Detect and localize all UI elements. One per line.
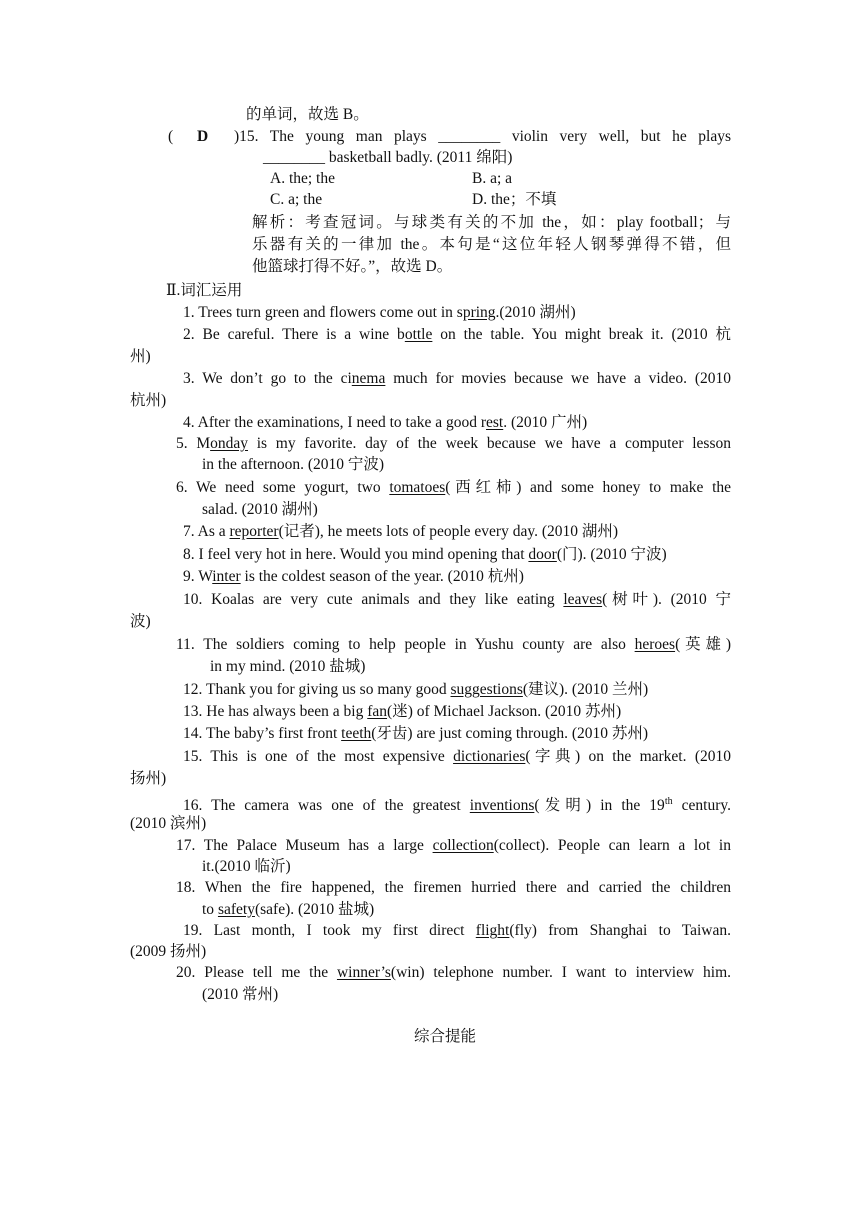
list-item-wrap: 杭州) [130, 392, 167, 409]
list-item: 8. I feel very hot in here. Would you mind opening that door(门). (2010 宁波) [183, 546, 667, 563]
q15-answer: D [197, 128, 209, 145]
q15-explanation-3: 他篮球打得不好。”，故选 D。 [252, 258, 453, 275]
q15-explanation-2: 乐器有关的一律加 the。本句是“这位年轻人钢琴弹得不错，但 [252, 236, 731, 253]
list-item: 5. Monday is my favorite. day of the week because we have a computer lesson [176, 435, 731, 452]
answer-word: heroes [634, 636, 676, 653]
list-item: 12. Thank you for giving us so many good suggestions(建议). (2010 兰州) [183, 681, 649, 698]
answer-word: tomatoes [389, 479, 446, 496]
option-b: B. a; a [472, 170, 513, 187]
answer-word: reporter [229, 523, 279, 540]
answer-word: pring [462, 304, 496, 321]
answer-word: winner’s [336, 964, 391, 981]
list-item-wrap: in the afternoon. (2010 宁波) [202, 456, 385, 473]
list-item: 20. Please tell me the winner’s(win) telephone number. I want to interview him. [176, 964, 731, 981]
list-item-wrap: 波) [130, 613, 151, 630]
answer-word: door [528, 546, 557, 563]
list-item: 18. When the fire happened, the firemen hurried there and carried the children [176, 879, 731, 896]
list-item: 3. We don’t go to the cinema much for movies because we have a video. (2010 [183, 370, 731, 387]
list-item-wrap: 州) [130, 348, 151, 365]
answer-word: dictionaries [453, 748, 526, 765]
list-item-wrap: it.(2010 临沂) [202, 858, 291, 875]
list-item: 2. Be careful. There is a wine bottle on the table. You might break it. (2010 杭 [183, 326, 731, 343]
list-item-wrap: to safety(safe). (2010 盐城) [202, 901, 375, 918]
list-item-wrap: (2010 常州) [202, 986, 279, 1003]
answer-paren-open: ( [168, 128, 174, 145]
list-item: 19. Last month, I took my first direct flight(fly) from Shanghai to Taiwan. [183, 922, 732, 939]
list-item: 1. Trees turn green and flowers come out in spring.(2010 湖州) [183, 304, 576, 321]
list-item: 13. He has always been a big fan(迷) of Michael Jackson. (2010 苏州) [183, 703, 622, 720]
answer-word: leaves [563, 591, 603, 608]
answer-word: teeth [341, 725, 372, 742]
list-item-wrap: 扬州) [130, 770, 167, 787]
list-item: 6. We need some yogurt, two tomatoes(西红柿) and some honey to make the [176, 479, 732, 496]
option-a: A. the; the [270, 170, 335, 187]
list-item-wrap: salad. (2010 湖州) [202, 501, 318, 518]
q15-stem: )15. The young man plays ________ violin very well, but he plays [234, 128, 731, 145]
list-item: 7. As a reporter(记者), he meets lots of people every day. (2010 湖州) [183, 523, 619, 540]
answer-word: collection [432, 837, 494, 854]
answer-word: flight [475, 922, 510, 939]
list-item: 10. Koalas are very cute animals and they like eating leaves(树叶). (2010 宁 [183, 591, 731, 608]
list-item: 9. Winter is the coldest season of the year. (2010 杭州) [183, 568, 524, 585]
list-item: 14. The baby’s first front teeth(牙齿) are just coming through. (2010 苏州) [183, 725, 649, 742]
section-title: Ⅱ.词汇运用 [166, 282, 243, 299]
answer-word: inventions [469, 797, 535, 815]
list-item-wrap: (2009 扬州) [130, 943, 207, 960]
section-heading: 综合提能 [414, 1028, 477, 1045]
answer-word: nema [351, 370, 386, 387]
list-item-wrap: in my mind. (2010 盐城) [210, 658, 366, 675]
list-item: 16. The camera was one of the greatest inventions(发明) in the 19th century. [183, 796, 731, 815]
answer-word: inter [212, 568, 241, 585]
answer-word: safety [217, 901, 255, 918]
answer-word: est [486, 414, 504, 431]
explanation-continuation: 的单词，故选 B。 [246, 106, 369, 123]
list-item: 11. The soldiers coming to help people in Yushu county are also heroes(英雄) [176, 636, 732, 653]
answer-word: suggestions [450, 681, 523, 698]
answer-word: onday [210, 435, 249, 452]
answer-word: ottle [404, 326, 433, 343]
list-item-wrap: (2010 滨州) [130, 815, 207, 832]
option-d: D. the；不填 [472, 191, 557, 208]
q15-stem-line2: ________ basketball badly. (2011 绵阳) [263, 149, 513, 166]
option-c: C. a; the [270, 191, 323, 208]
list-item: 17. The Palace Museum has a large collection(collect). People can learn a lot in [176, 837, 731, 854]
q15-explanation-1: 解析：考查冠词。与球类有关的不加 the，如：play football；与 [252, 214, 731, 231]
answer-word: fan [367, 703, 388, 720]
list-item: 15. This is one of the most expensive dictionaries(字典) on the market. (2010 [183, 748, 731, 765]
list-item: 4. After the examinations, I need to take a good rest. (2010 广州) [183, 414, 588, 431]
